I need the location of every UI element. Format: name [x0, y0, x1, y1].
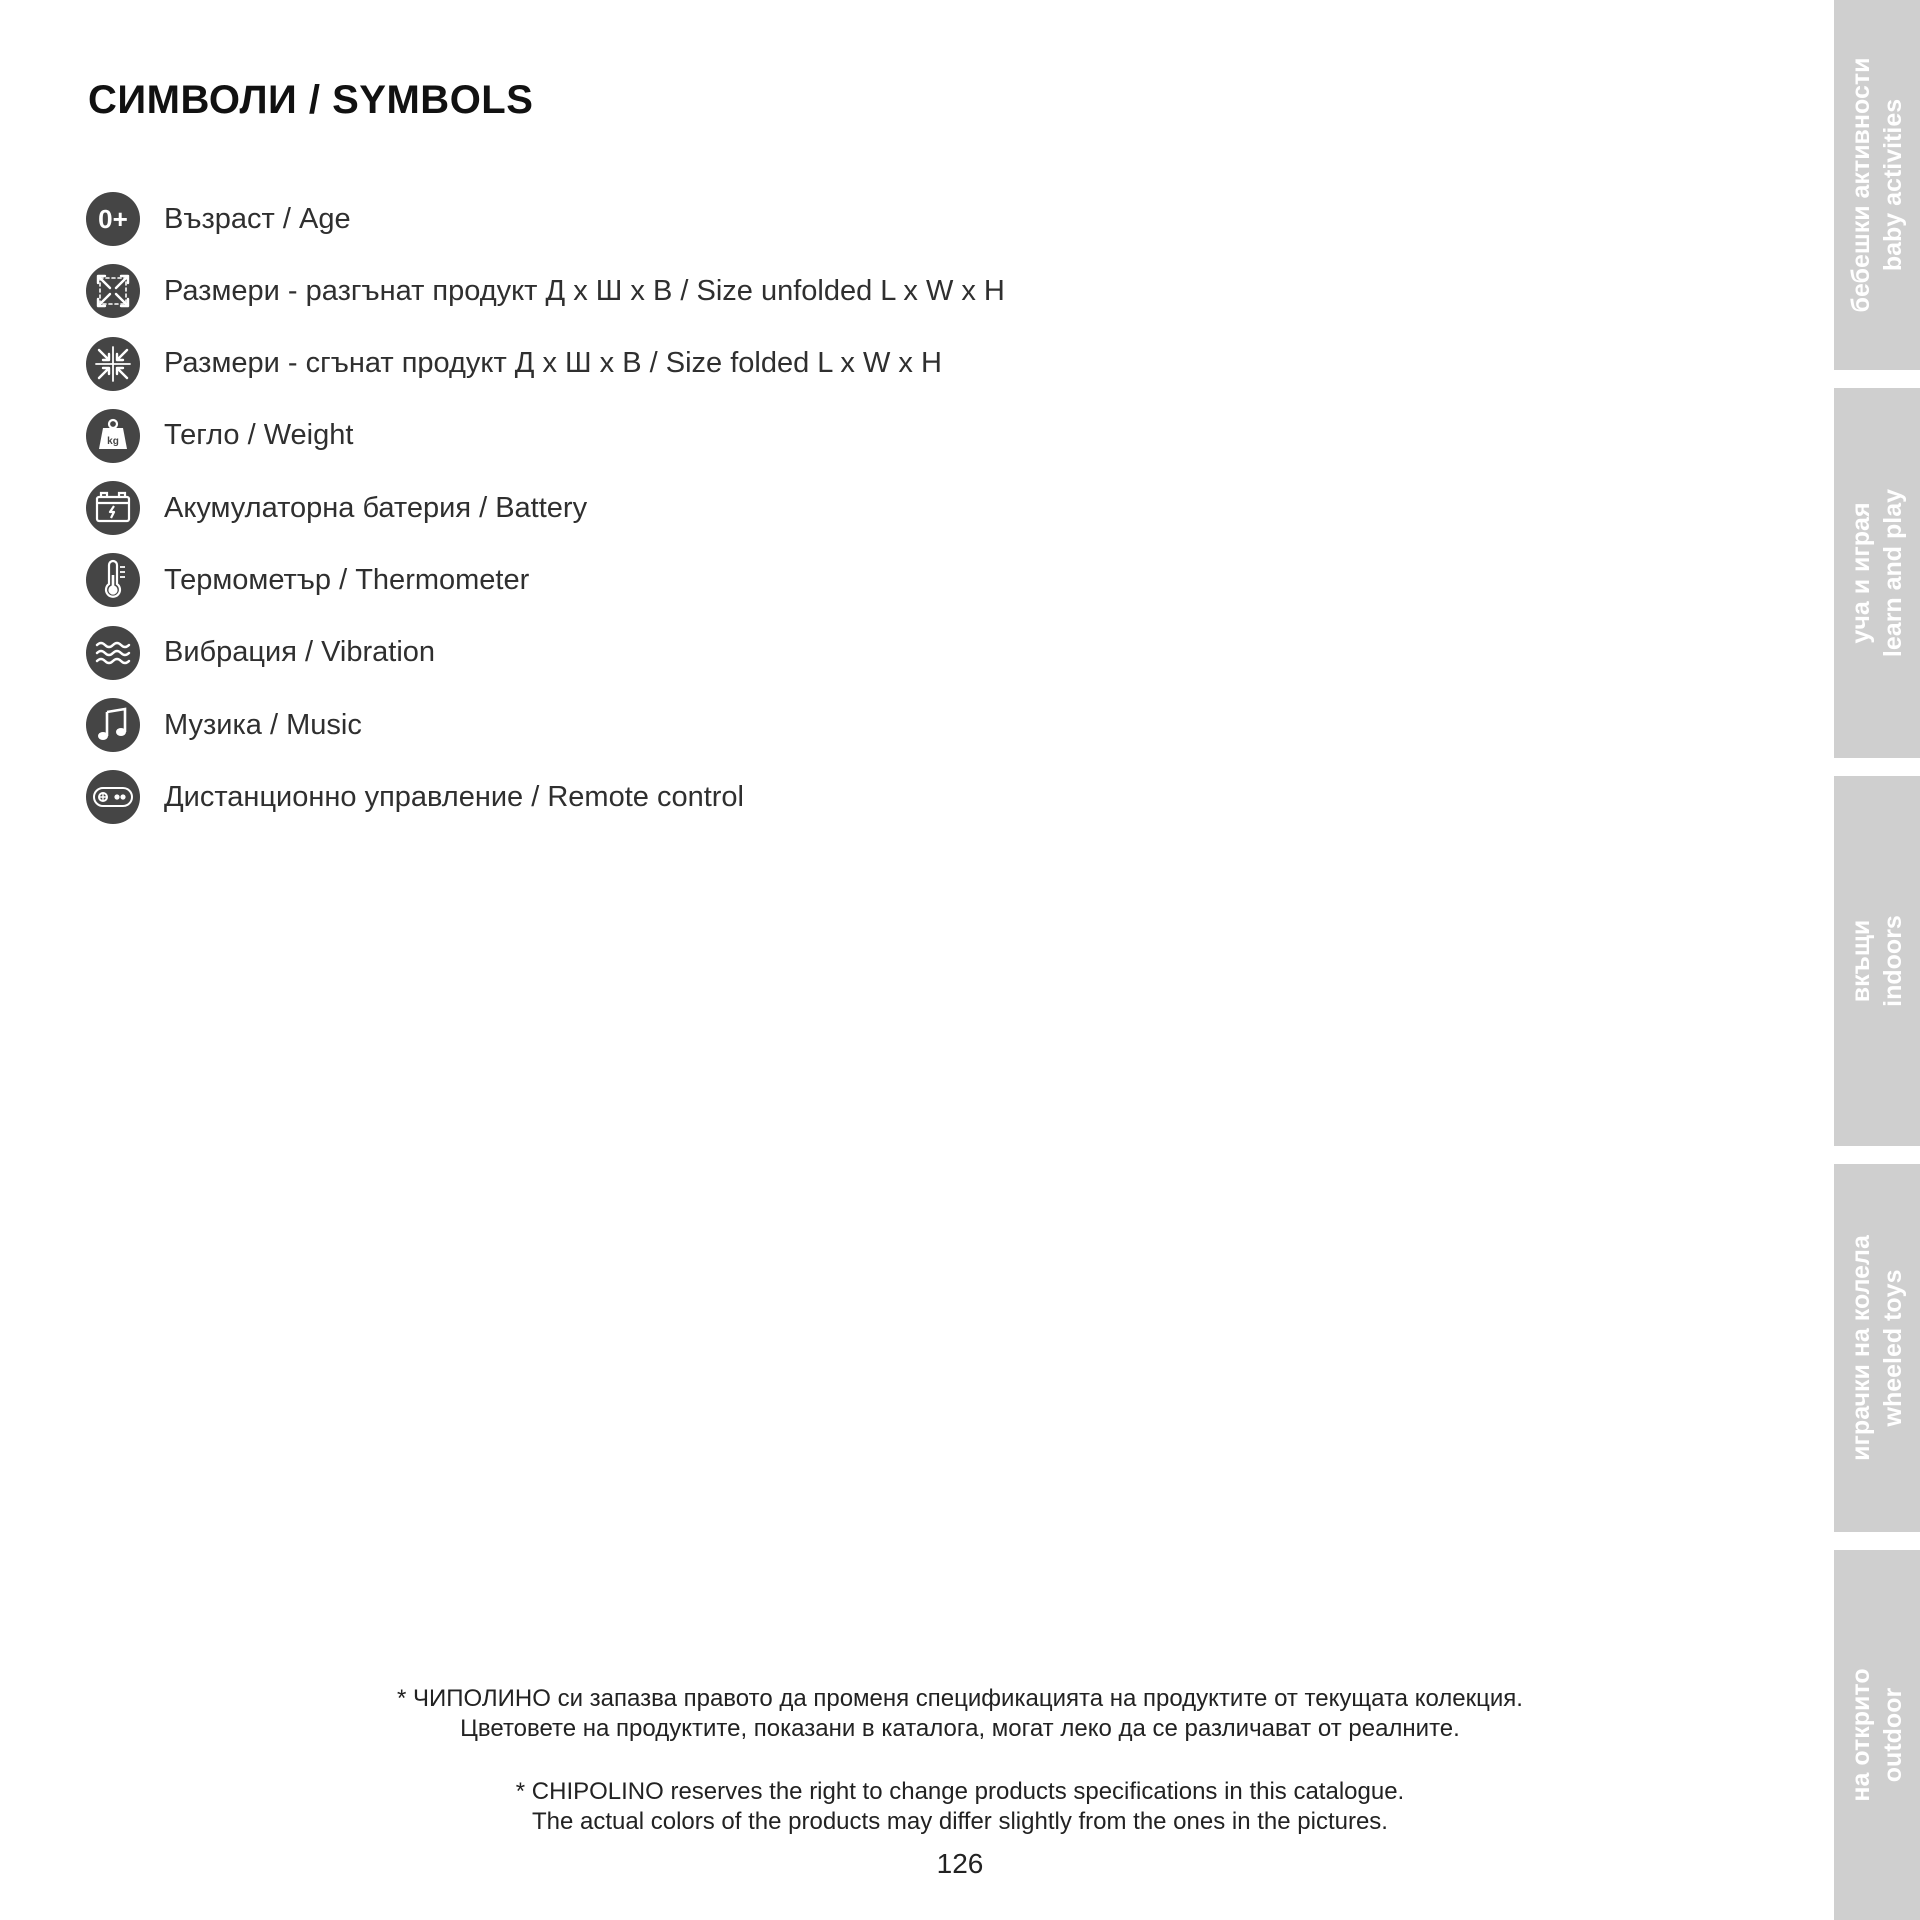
weight-icon-text: kg — [107, 435, 119, 447]
page-number: 126 — [936, 1848, 984, 1879]
tab-baby-activities-en: baby activities — [1879, 98, 1907, 272]
symbol-label-music: Музика / Music — [164, 708, 362, 741]
symbol-row-thermometer — [86, 553, 1005, 607]
weight-icon — [86, 409, 140, 463]
symbol-label-age: Възраст / Age — [164, 202, 351, 235]
symbol-label-size-folded: Размери - сгънат продукт Д х Ш х В / Size folded L x W x H — [164, 347, 942, 380]
footnote-bg-line2: Цветовете на продуктите, показани в каталога, могат леко да се различават от реалните. — [460, 1715, 1460, 1742]
symbol-label-remote-control: Дистанционно управление / Remote control — [164, 780, 744, 813]
page-title: СИМВОЛИ / SYMBOLS — [88, 78, 534, 122]
footnote-english — [200, 1777, 1720, 1837]
tab-learn-and-play-bg: уча и играя — [1847, 502, 1875, 644]
tab-outdoor-en: outdoor — [1879, 1687, 1907, 1783]
thermometer-icon — [86, 553, 140, 607]
symbol-label-vibration: Вибрация / Vibration — [164, 636, 436, 669]
footnote-en-line1: * CHIPOLINO reserves the right to change products specifications in this catalogue. — [515, 1778, 1405, 1805]
symbol-row-vibration — [86, 626, 1005, 680]
tab-wheeled-toys-bg: играчки на колела — [1847, 1235, 1875, 1461]
symbol-row-weight — [86, 409, 1005, 463]
symbol-label-thermometer: Термометър / Thermometer — [164, 563, 530, 596]
symbol-row-battery — [86, 481, 1005, 535]
collapse-arrows-icon — [86, 337, 140, 391]
symbol-row-remote-control — [86, 770, 1005, 824]
vibration-icon — [86, 626, 140, 680]
section-tabs — [1834, 0, 1920, 1920]
expand-arrows-icon — [86, 264, 140, 318]
tab-outdoor-bg: на открито — [1847, 1668, 1875, 1802]
tab-indoors[interactable] — [1834, 776, 1920, 1146]
tab-outdoor[interactable] — [1834, 1550, 1920, 1920]
remote-control-icon — [86, 770, 140, 824]
age-icon — [86, 192, 140, 246]
footnote-bulgarian — [200, 1684, 1720, 1744]
symbols-list — [86, 192, 1005, 843]
symbol-row-music — [86, 698, 1005, 752]
tab-baby-activities[interactable] — [1834, 0, 1920, 370]
symbol-label-battery: Акумулаторна батерия / Battery — [164, 491, 588, 524]
tab-indoors-en: indoors — [1879, 915, 1907, 1007]
tab-indoors-bg: вкъщи — [1847, 919, 1875, 1003]
symbol-row-age — [86, 192, 1005, 246]
tab-learn-and-play-en: learn and play — [1879, 488, 1907, 658]
symbol-label-size-unfolded: Размери - разгънат продукт Д х Ш х В / Size unfolded L x W x H — [164, 274, 1005, 307]
music-icon — [86, 698, 140, 752]
symbol-row-size-unfolded — [86, 264, 1005, 318]
battery-icon — [86, 481, 140, 535]
tab-wheeled-toys-en: wheeled toys — [1879, 1269, 1907, 1427]
tab-wheeled-toys[interactable] — [1834, 1164, 1920, 1532]
footnote-en-line2: The actual colors of the products may differ slightly from the ones in the pictures. — [532, 1808, 1388, 1835]
tab-baby-activities-bg: бебешки активности — [1847, 57, 1875, 313]
footnote-bg-line1: * ЧИПОЛИНО си запазва правото да променя спецификацията на продуктите от текущата колекция. — [397, 1685, 1523, 1712]
symbol-label-weight: Тегло / Weight — [164, 419, 354, 452]
tab-learn-and-play[interactable] — [1834, 388, 1920, 758]
age-icon-text: 0+ — [98, 204, 128, 234]
symbol-row-size-folded — [86, 337, 1005, 391]
